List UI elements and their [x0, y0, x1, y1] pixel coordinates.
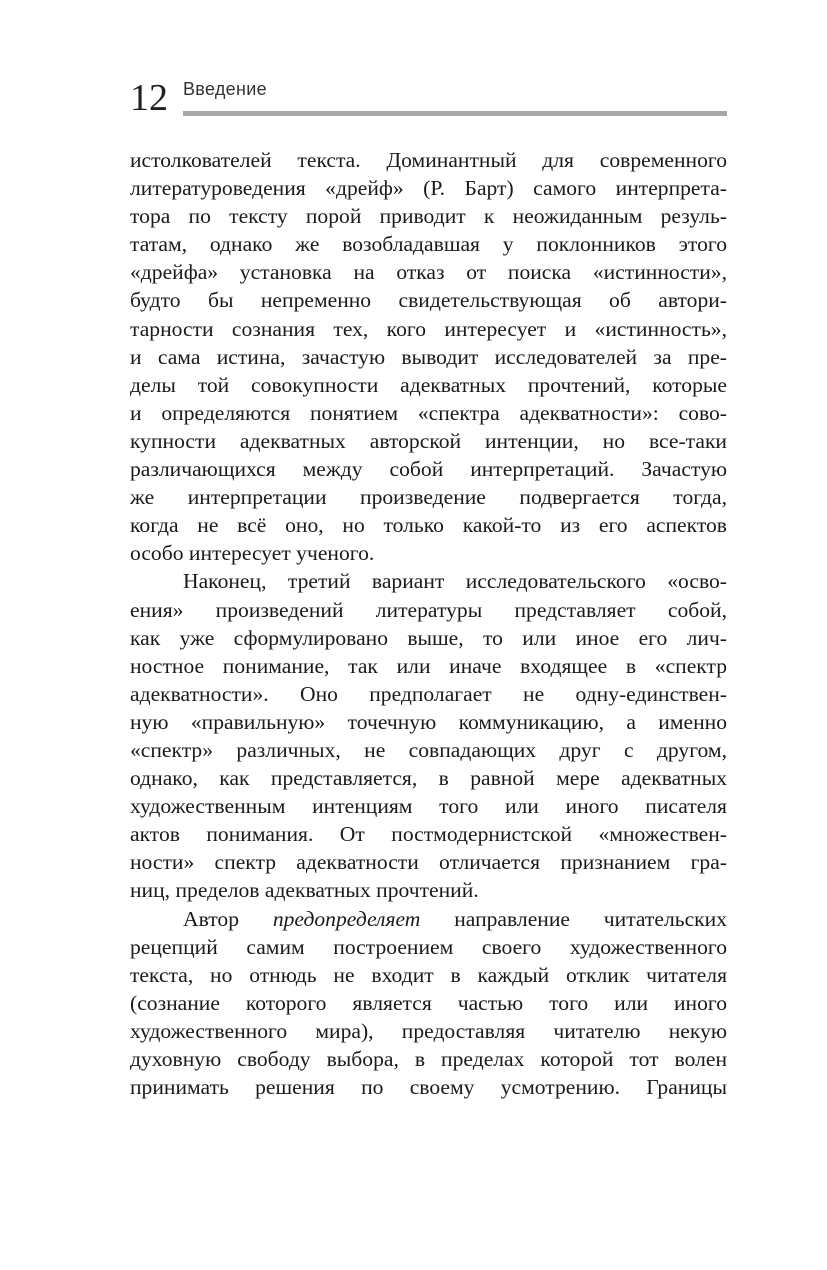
text-line: актов понимания. От постмодернистской «множествен-: [130, 822, 727, 847]
text-line: особо интересует ученого.: [130, 541, 375, 566]
running-header: [130, 74, 727, 118]
text-line: адекватности». Оно предполагает не одну-единствен-: [130, 681, 727, 706]
text-line: же интерпретации произведение подвергается тогда,: [130, 485, 727, 510]
text-run: Автор: [183, 906, 273, 931]
text-run: направление читательских: [420, 906, 727, 931]
text-line: различающихся между собой интерпретаций. Зачастую: [130, 457, 727, 482]
text-line: ностное понимание, так или иначе входящее в «спектр: [130, 653, 727, 678]
text-line: литературоведения «дрейф» (Р. Барт) самого интерпрета-: [130, 176, 727, 201]
text-line: татам, однако же возобладавшая у поклонников этого: [130, 232, 727, 257]
text-line: «спектр» различных, не совпадающих друг с другом,: [130, 737, 727, 762]
text-line: Наконец, третий вариант исследовательского «осво-: [183, 569, 727, 594]
header-rule: [183, 111, 727, 116]
text-line: «дрейфа» установка на отказ от поиска «истинности»,: [130, 260, 727, 285]
text-line: (сознание которого является частью того или иного: [130, 990, 727, 1015]
italic-term: предопределяет: [272, 906, 421, 931]
text-line: делы той совокупности адекватных прочтений, которые: [130, 372, 727, 397]
text-line: духовную свободу выбора, в пределах которой тот волен: [130, 1047, 727, 1071]
text-line: ения» произведений литературы представляет собой,: [130, 597, 727, 622]
text-line: тора по тексту порой приводит к неожиданным резуль-: [130, 204, 727, 229]
body-text: [130, 146, 727, 1101]
text-line: и сама истина, зачастую выводит исследователей за пре-: [130, 344, 727, 369]
text-line-with-italic: [130, 905, 727, 933]
text-line: художественного мира), предоставляя читателю некую: [130, 1018, 727, 1043]
text-line: художественным интенциям того или иного писателя: [130, 794, 727, 819]
running-title: Введение: [183, 79, 267, 99]
text-line: однако, как представляется, в равной мере адекватных: [130, 766, 727, 791]
text-line: и определяются понятием «спектра адекватности»: сово-: [130, 400, 727, 425]
text-line: истолкователей текста. Доминантный для современного: [130, 148, 727, 172]
text-line: как уже сформулировано выше, то или иное его лич-: [130, 625, 727, 650]
text-line: будто бы непременно свидетельствующая об автори-: [130, 288, 727, 313]
text-line: ную «правильную» точечную коммуникацию, а именно: [130, 709, 727, 734]
text-line: тарности сознания тех, кого интересует и «истинность»,: [130, 316, 727, 341]
page-number: 12: [130, 77, 168, 119]
text-line: принимать решения по своему усмотрению. Границы: [130, 1075, 727, 1100]
text-line: текста, но отнюдь не входит в каждый отклик читателя: [130, 962, 727, 987]
text-line: ниц, пределов адекватных прочтений.: [130, 878, 479, 903]
text-line: рецепций самим построением своего художественного: [130, 934, 727, 959]
text-line: ности» спектр адекватности отличается признанием гра-: [130, 850, 727, 875]
text-line: когда не всё оно, но только какой-то из его аспектов: [130, 513, 727, 538]
text-line: купности адекватных авторской интенции, но все-таки: [130, 428, 727, 453]
